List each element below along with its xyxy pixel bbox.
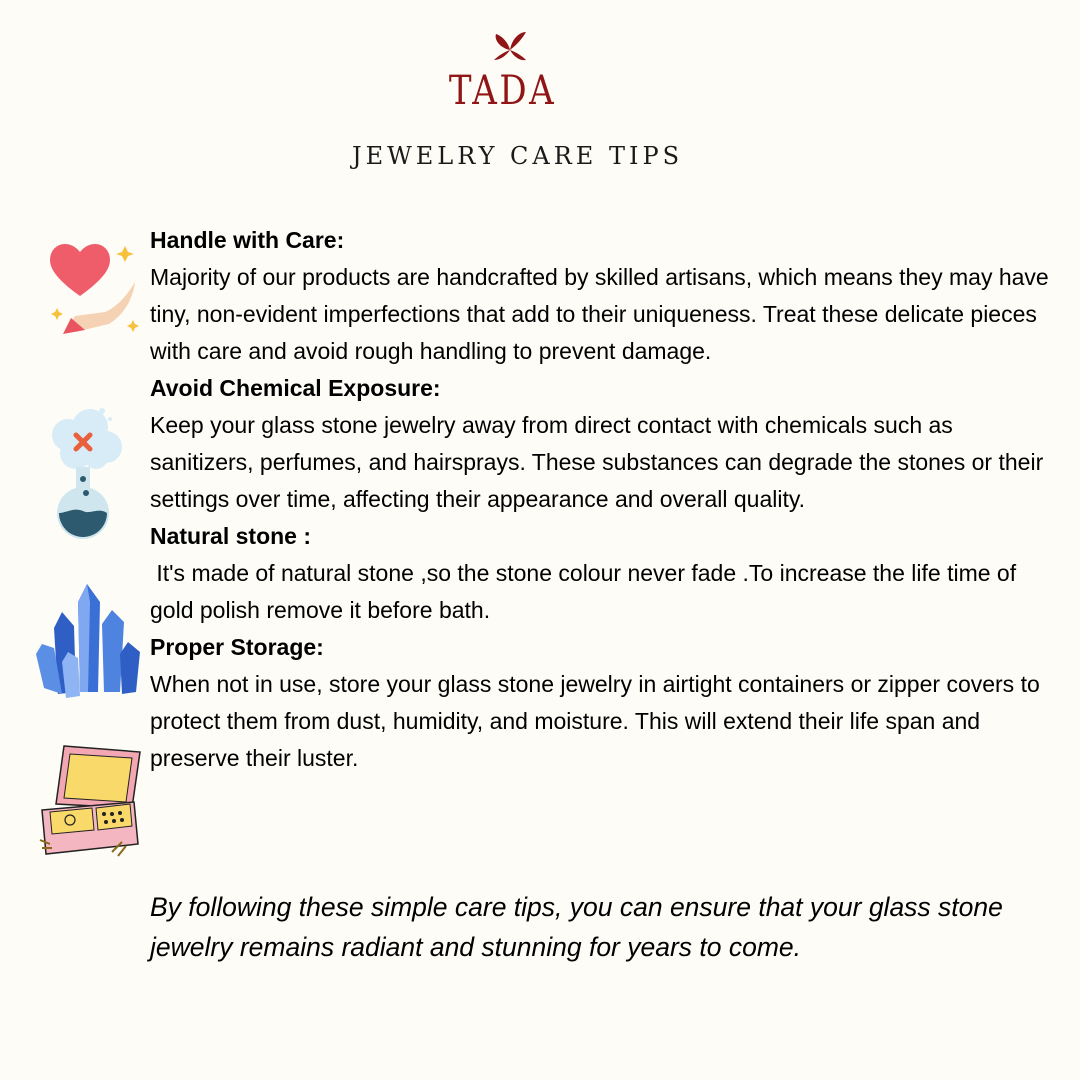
tip-body-storage: When not in use, store your glass stone jewelry in airtight containers or zipper covers to protect them from dust, humidity, and moisture. This will extend their life span and preserve their luster. [150, 671, 1040, 771]
leaf-logo-icon [490, 28, 530, 62]
crystal-icon [32, 582, 142, 702]
page-title: JEWELRY CARE TIPS [351, 142, 684, 170]
tip-heading-handle: Handle with Care: [150, 227, 345, 253]
tip-heading-storage: Proper Storage: [150, 634, 324, 660]
chemical-flask-icon [46, 405, 126, 543]
brand-name: TADA [448, 68, 557, 114]
tip-body-chemical: Keep your glass stone jewelry away from direct contact with chemicals such as sanitizers, perfumes, and hairsprays. These substances can degrade the stones or their settings over time, affecting their appearance and overall quality. [150, 412, 1044, 512]
heart-hand-icon [45, 236, 145, 336]
tip-heading-stone: Natural stone : [150, 523, 312, 549]
tip-heading-chemical: Avoid Chemical Exposure: [150, 375, 441, 401]
jewelry-box-icon [36, 744, 144, 864]
tip-body-stone: It's made of natural stone ,so the stone colour never fade .To increase the life time of gold polish remove it before bath. [150, 560, 1023, 623]
closing-statement: By following these simple care tips, you can ensure that your glass stone jewelry remains radiant and stunning for years to come. [150, 892, 1003, 962]
care-tips-list [150, 222, 1050, 777]
tip-body-handle: Majority of our products are handcrafted by skilled artisans, which means they may have tiny, non-evident imperfections that add to their uniqueness. Treat these delicate pieces with care and avoid rough handling to prevent damage. [150, 264, 1049, 364]
